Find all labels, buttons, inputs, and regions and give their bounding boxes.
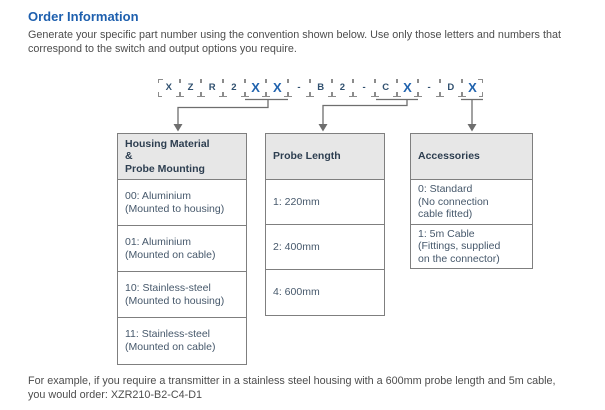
option-line: 01: Aluminium (125, 235, 191, 248)
code-char: X (272, 79, 282, 95)
code-char: X (468, 79, 477, 95)
example-line: you would order: XZR210-B2-C4-D1 (28, 389, 203, 401)
option-row (118, 226, 246, 272)
arrowhead-accessories (468, 124, 477, 132)
part-number-cell (223, 79, 245, 97)
option-row (266, 180, 384, 225)
code-char: X (165, 82, 173, 93)
part-number-cell (201, 79, 223, 97)
option-line: 11: Stainless-steel (125, 328, 211, 341)
option-line: (No connection (418, 195, 489, 208)
option-line: 1: 220mm (273, 195, 320, 208)
option-box-housing (117, 133, 247, 365)
option-row (266, 270, 384, 315)
option-row (118, 272, 246, 318)
option-line: cable fitted) (418, 208, 473, 221)
code-char: X (251, 79, 260, 95)
part-number-strip (158, 79, 483, 97)
header-line: Probe Mounting (125, 162, 205, 175)
code-char: R (208, 82, 216, 93)
option-line: 2: 400mm (273, 240, 320, 253)
header-line: Probe Length (273, 150, 341, 163)
option-box-accessories (410, 133, 533, 269)
arrowhead-housing (174, 124, 183, 132)
option-line: 10: Stainless-steel (125, 281, 211, 294)
code-char: B (317, 82, 325, 93)
code-char: C (382, 82, 390, 93)
option-line: on the connector) (418, 252, 500, 265)
part-number-cell-housing-digit (266, 79, 288, 97)
option-box-accessories-header (411, 134, 532, 180)
example-line: For example, if you require a transmitter in a stainless steel housing with a 600mm probe length and 5m cable, (28, 375, 556, 387)
part-number-cell (440, 79, 462, 97)
code-char: - (362, 82, 366, 93)
option-box-housing-header (118, 134, 246, 180)
option-line: 4: 600mm (273, 286, 320, 299)
header-line: Housing Material (125, 137, 210, 150)
part-number-cell-accessory-digit (462, 79, 484, 97)
example-paragraph (28, 374, 556, 402)
option-line: (Mounted to housing) (125, 294, 225, 307)
option-box-probe-length (265, 133, 385, 316)
code-char: 2 (231, 82, 237, 93)
part-number-cell (158, 79, 180, 97)
option-line: (Mounted on cable) (125, 341, 216, 353)
option-line: (Fittings, supplied (418, 240, 501, 253)
part-number-cell-separator (353, 79, 375, 97)
intro-paragraph (28, 28, 561, 56)
option-row (118, 318, 246, 364)
code-char: 2 (339, 82, 345, 93)
option-line: (Mounted to housing) (125, 202, 225, 215)
code-char: X (403, 79, 412, 95)
option-line: 0: Standard (418, 183, 473, 196)
part-number-cell-separator (418, 79, 440, 97)
option-row (118, 180, 246, 226)
part-number-cell (310, 79, 332, 97)
part-number-cell (375, 79, 397, 97)
option-row (411, 225, 532, 268)
code-char: - (297, 82, 301, 93)
part-number-cell-probe-digit (397, 79, 419, 97)
option-line: (Mounted on cable) (125, 248, 216, 261)
part-number-cell (180, 79, 202, 97)
part-number-cell (332, 79, 354, 97)
part-number-cell-separator (288, 79, 310, 97)
header-line: Accessories (418, 150, 480, 163)
code-char: Z (187, 82, 194, 93)
header-line: & (125, 150, 133, 163)
code-char: - (427, 82, 431, 93)
intro-line: Generate your specific part number using the convention shown below. Use only those letters and numbers that (28, 29, 561, 41)
option-box-probe-length-header (266, 134, 384, 180)
arrowhead-probe (319, 124, 328, 132)
option-row (411, 180, 532, 225)
option-line: 1: 5m Cable (418, 227, 475, 240)
intro-line: correspond to the switch and output options you require. (28, 43, 297, 55)
part-number-cell-housing-digit (245, 79, 267, 97)
option-row (266, 225, 384, 270)
code-char: D (447, 82, 455, 93)
page-title: Order Information (28, 9, 139, 24)
option-line: 00: Aluminium (125, 189, 191, 202)
